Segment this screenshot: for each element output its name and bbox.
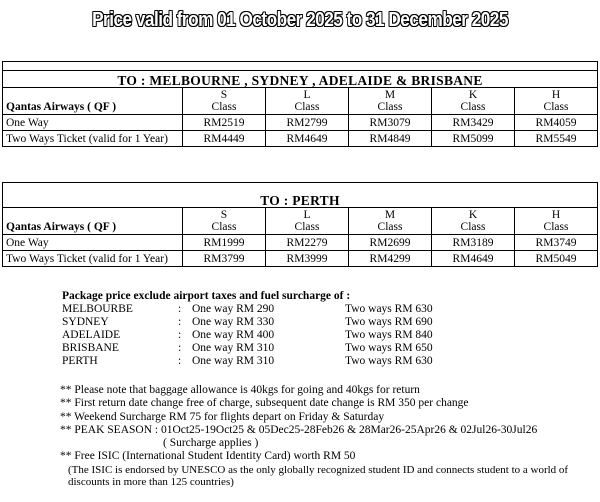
table-row bbox=[3, 251, 598, 267]
class-header bbox=[183, 88, 266, 115]
table-title: TO : MELBOURNE , SYDNEY , ADELAIDE & BRISBANE bbox=[3, 71, 598, 88]
class-header bbox=[349, 208, 432, 235]
price-cell: RM4059 bbox=[515, 115, 598, 131]
class-letter: S bbox=[220, 209, 228, 221]
isic-note: ** Free ISIC (International Student Identity Card) worth RM 50 bbox=[60, 450, 356, 463]
price-cell: RM2699 bbox=[349, 235, 432, 251]
price-cell: RM2519 bbox=[183, 115, 266, 131]
row-label: One Way bbox=[3, 115, 183, 131]
table-row bbox=[3, 131, 598, 147]
class-word: Class bbox=[377, 221, 403, 233]
surcharge-row bbox=[62, 303, 433, 316]
baggage-note: ** Please note that baggage allowance is 40kgs for going and 40kgs for return bbox=[60, 384, 420, 396]
price-cell: RM4649 bbox=[432, 251, 515, 267]
separator: : bbox=[178, 355, 182, 367]
class-word: Class bbox=[460, 221, 486, 233]
class-header bbox=[266, 88, 349, 115]
table-title: TO : PERTH bbox=[3, 183, 598, 208]
class-word: Class bbox=[460, 101, 486, 113]
price-cell: RM5049 bbox=[515, 251, 598, 267]
peak-season-note: ** PEAK SEASON : 01Oct25-19Oct25 & 05Dec25-28Feb26 & 28Mar26-25Apr26 & 02Jul26-30Jul26 bbox=[60, 423, 538, 436]
notes-section bbox=[60, 384, 578, 489]
two-ways-surcharge: Two ways RM 630 bbox=[345, 303, 433, 315]
price-cell: RM4299 bbox=[349, 251, 432, 267]
surcharge-title: Package price exclude airport taxes and fuel surcharge of : bbox=[62, 290, 351, 302]
surcharge-row bbox=[62, 316, 433, 329]
class-letter: L bbox=[303, 209, 311, 221]
price-cell: RM4849 bbox=[349, 131, 432, 147]
row-label: One Way bbox=[3, 235, 183, 251]
table-title-row bbox=[3, 71, 598, 88]
class-header bbox=[515, 88, 598, 115]
one-way-surcharge: One way RM 330 bbox=[192, 316, 275, 328]
class-header bbox=[515, 208, 598, 235]
class-letter: K bbox=[468, 89, 478, 101]
separator: : bbox=[178, 303, 182, 315]
row-label: Two Ways Ticket (valid for 1 Year) bbox=[3, 131, 183, 147]
surcharge-row bbox=[62, 329, 433, 342]
two-ways-surcharge: Two ways RM 690 bbox=[345, 316, 433, 328]
city-name: MELBOURBE bbox=[62, 303, 133, 315]
fare-table-melbourne-sydney-adelaide-brisbane bbox=[2, 61, 598, 147]
class-letter: H bbox=[551, 89, 561, 101]
class-word: Class bbox=[211, 101, 237, 113]
price-cell: RM4449 bbox=[183, 131, 266, 147]
price-cell: RM5549 bbox=[515, 131, 598, 147]
one-way-surcharge: One way RM 400 bbox=[192, 329, 275, 341]
class-letter: K bbox=[468, 209, 478, 221]
table-spacer-row bbox=[3, 62, 598, 71]
price-cell: RM3189 bbox=[432, 235, 515, 251]
isic-description: (The ISIC is endorsed by UNESCO as the only globally recognized student ID and connects student to a world of discounts in more than 125 countries) bbox=[68, 463, 569, 489]
class-letter: M bbox=[384, 89, 396, 101]
airline-name: Qantas Airways ( QF ) bbox=[3, 88, 183, 115]
two-ways-surcharge: Two ways RM 840 bbox=[345, 329, 433, 341]
one-way-surcharge: One way RM 310 bbox=[192, 355, 275, 367]
city-name: SYDNEY bbox=[62, 316, 109, 328]
class-header-row bbox=[3, 88, 598, 115]
class-word: Class bbox=[543, 221, 569, 233]
class-word: Class bbox=[294, 101, 320, 113]
two-ways-surcharge: Two ways RM 630 bbox=[345, 355, 433, 367]
surcharge-row bbox=[62, 342, 433, 355]
date-change-note: ** First return date change free of charge, subsequent date change is RM 350 per change bbox=[60, 397, 469, 410]
row-label: Two Ways Ticket (valid for 1 Year) bbox=[3, 251, 183, 267]
two-ways-surcharge: Two ways RM 650 bbox=[345, 342, 433, 354]
separator: : bbox=[178, 342, 182, 354]
surcharge-row bbox=[62, 355, 433, 368]
separator: : bbox=[178, 316, 182, 328]
one-way-surcharge: One way RM 310 bbox=[192, 342, 275, 354]
class-header bbox=[183, 208, 266, 235]
one-way-surcharge: One way RM 290 bbox=[192, 303, 275, 315]
city-name: ADELAIDE bbox=[62, 329, 121, 341]
class-word: Class bbox=[377, 101, 403, 113]
surcharge-section bbox=[62, 290, 433, 368]
city-name: PERTH bbox=[62, 355, 98, 367]
class-letter: S bbox=[220, 89, 228, 101]
class-header-row bbox=[3, 208, 598, 235]
fare-table-perth bbox=[2, 182, 598, 267]
price-cell: RM4649 bbox=[266, 131, 349, 147]
price-cell: RM1999 bbox=[183, 235, 266, 251]
validity-header: Price valid from 01 October 2025 to 31 December 2025 bbox=[92, 9, 508, 31]
price-cell: RM5099 bbox=[432, 131, 515, 147]
price-cell: RM3429 bbox=[432, 115, 515, 131]
class-word: Class bbox=[211, 221, 237, 233]
class-letter: L bbox=[303, 89, 311, 101]
class-word: Class bbox=[543, 101, 569, 113]
price-cell: RM3799 bbox=[183, 251, 266, 267]
peak-surcharge-note: ( Surcharge applies ) bbox=[163, 437, 259, 450]
price-cell: RM3079 bbox=[349, 115, 432, 131]
price-cell: RM2279 bbox=[266, 235, 349, 251]
price-cell: RM3749 bbox=[515, 235, 598, 251]
separator: : bbox=[178, 329, 182, 341]
class-header bbox=[432, 88, 515, 115]
airline-name: Qantas Airways ( QF ) bbox=[3, 208, 183, 235]
class-header bbox=[266, 208, 349, 235]
class-letter: H bbox=[551, 209, 561, 221]
class-header bbox=[349, 88, 432, 115]
price-cell: RM2799 bbox=[266, 115, 349, 131]
class-word: Class bbox=[294, 221, 320, 233]
surcharge-table bbox=[62, 303, 433, 368]
table-row bbox=[3, 115, 598, 131]
price-cell: RM3999 bbox=[266, 251, 349, 267]
table-row bbox=[3, 235, 598, 251]
table-title-row bbox=[3, 183, 598, 208]
class-letter: M bbox=[384, 209, 396, 221]
class-header bbox=[432, 208, 515, 235]
weekend-surcharge-note: ** Weekend Surcharge RM 75 for flights depart on Friday & Saturday bbox=[60, 410, 385, 423]
city-name: BRISBANE bbox=[62, 342, 119, 354]
